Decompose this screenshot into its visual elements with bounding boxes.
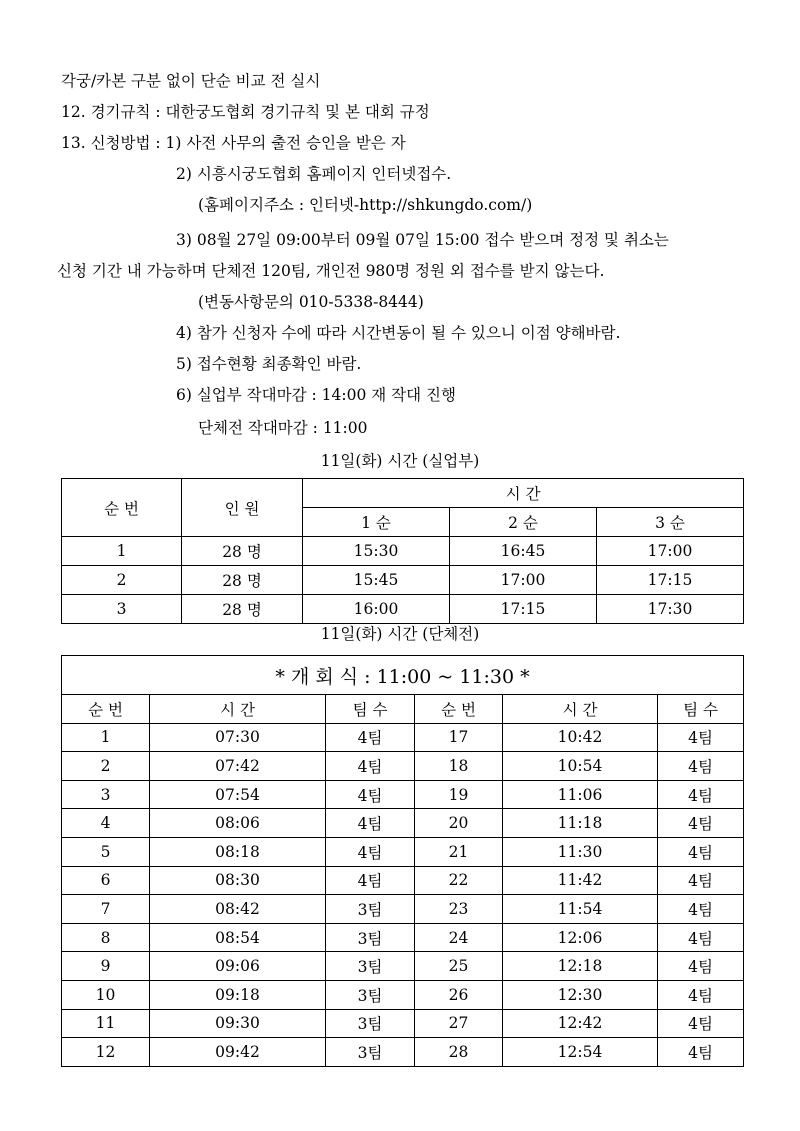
cell-time-right: 12:18 <box>503 952 658 981</box>
cell-order-left: 9 <box>62 952 150 981</box>
table-row <box>62 837 744 866</box>
cell-time-left: 08:06 <box>150 809 326 838</box>
cell-teams-left: 3팀 <box>326 1038 415 1067</box>
table-row <box>62 866 744 895</box>
cell-order-right: 18 <box>415 752 503 781</box>
cell-round-2: 16:45 <box>450 537 597 566</box>
cell-time-left: 08:42 <box>150 895 326 924</box>
header-time-left: 시 간 <box>150 695 326 724</box>
cell-time-right: 12:06 <box>503 923 658 952</box>
header-order-left: 순 번 <box>62 695 150 724</box>
cell-teams-left: 4팀 <box>326 837 415 866</box>
cell-people: 28 명 <box>182 595 303 624</box>
cell-order: 2 <box>62 566 182 595</box>
header-time: 시 간 <box>303 479 744 508</box>
cell-teams-left: 3팀 <box>326 923 415 952</box>
cell-order-left: 12 <box>62 1038 150 1067</box>
cell-teams-left: 3팀 <box>326 952 415 981</box>
cell-round-2: 17:15 <box>450 595 597 624</box>
header-order: 순 번 <box>62 479 182 537</box>
table-row <box>62 952 744 981</box>
cell-teams-right: 4팀 <box>658 780 744 809</box>
cell-teams-right: 4팀 <box>658 809 744 838</box>
cell-teams-right: 4팀 <box>658 980 744 1009</box>
header-people: 인 원 <box>182 479 303 537</box>
cell-order-right: 26 <box>415 980 503 1009</box>
header-round-3: 3 순 <box>597 508 744 537</box>
cell-teams-left: 4팀 <box>326 723 415 752</box>
text-line-online-application: 2) 시흥시궁도협회 홈페이지 인터넷접수. <box>176 165 452 183</box>
cell-teams-right: 4팀 <box>658 952 744 981</box>
cell-teams-left: 4팀 <box>326 866 415 895</box>
cell-teams-left: 4팀 <box>326 752 415 781</box>
cell-order-left: 4 <box>62 809 150 838</box>
cell-people: 28 명 <box>182 537 303 566</box>
table-row <box>62 1009 744 1038</box>
cell-round-1: 15:30 <box>303 537 450 566</box>
cell-round-2: 17:00 <box>450 566 597 595</box>
cell-order-left: 7 <box>62 895 150 924</box>
cell-teams-left: 3팀 <box>326 1009 415 1038</box>
cell-time-left: 09:06 <box>150 952 326 981</box>
cell-teams-right: 4팀 <box>658 723 744 752</box>
text-line-contact: (변동사항문의 010-5338-8444) <box>198 293 424 311</box>
table-row <box>62 780 744 809</box>
table-row <box>62 723 744 752</box>
text-line-team-deadline: 단체전 작대마감 : 11:00 <box>198 419 368 437</box>
cell-order: 1 <box>62 537 182 566</box>
cell-time-left: 09:42 <box>150 1038 326 1067</box>
header-teams-left: 팀 수 <box>326 695 415 724</box>
cell-order-left: 10 <box>62 980 150 1009</box>
cell-time-right: 11:42 <box>503 866 658 895</box>
opening-ceremony-banner: * 개 회 식 : 11:00 ~ 11:30 * <box>62 656 744 695</box>
cell-order-left: 3 <box>62 780 150 809</box>
cell-teams-right: 4팀 <box>658 837 744 866</box>
team-schedule-table <box>61 655 744 1067</box>
table-row <box>62 1038 744 1067</box>
table-row <box>62 537 744 566</box>
cell-teams-left: 4팀 <box>326 809 415 838</box>
table-header-row <box>62 695 744 724</box>
cell-teams-right: 4팀 <box>658 1038 744 1067</box>
table-row <box>62 980 744 1009</box>
cell-time-left: 08:30 <box>150 866 326 895</box>
cell-order-right: 25 <box>415 952 503 981</box>
cell-time-left: 09:30 <box>150 1009 326 1038</box>
table-row <box>62 809 744 838</box>
text-line-application-method: 13. 신청방법 : 1) 사전 사무의 출전 승인을 받은 자 <box>61 134 406 152</box>
cell-time-right: 11:54 <box>503 895 658 924</box>
cell-time-left: 08:18 <box>150 837 326 866</box>
table-row <box>62 566 744 595</box>
cell-time-right: 12:42 <box>503 1009 658 1038</box>
text-line-time-change-notice: 4) 참가 신청자 수에 따라 시간변동이 될 수 있으니 이점 양해바람. <box>176 324 621 342</box>
cell-order-right: 23 <box>415 895 503 924</box>
cell-time-right: 10:54 <box>503 752 658 781</box>
cell-order-right: 19 <box>415 780 503 809</box>
cell-order-right: 21 <box>415 837 503 866</box>
cell-teams-right: 4팀 <box>658 866 744 895</box>
cell-round-1: 15:45 <box>303 566 450 595</box>
cell-teams-right: 4팀 <box>658 923 744 952</box>
text-line-pro-deadline: 6) 실업부 작대마감 : 14:00 재 작대 진행 <box>176 386 456 404</box>
cell-time-left: 07:54 <box>150 780 326 809</box>
table-row <box>62 895 744 924</box>
cell-order-right: 24 <box>415 923 503 952</box>
cell-order-left: 11 <box>62 1009 150 1038</box>
cell-time-left: 07:42 <box>150 752 326 781</box>
cell-teams-left: 3팀 <box>326 980 415 1009</box>
cell-time-right: 11:30 <box>503 837 658 866</box>
cell-order-left: 5 <box>62 837 150 866</box>
table-row <box>62 752 744 781</box>
table2-caption: 11일(화) 시간 (단체전) <box>320 625 480 643</box>
cell-time-left: 08:54 <box>150 923 326 952</box>
cell-order: 3 <box>62 595 182 624</box>
cell-time-right: 12:30 <box>503 980 658 1009</box>
cell-round-1: 16:00 <box>303 595 450 624</box>
cell-time-right: 11:18 <box>503 809 658 838</box>
header-time-right: 시 간 <box>503 695 658 724</box>
cell-people: 28 명 <box>182 566 303 595</box>
header-teams-right: 팀 수 <box>658 695 744 724</box>
pro-schedule-table <box>61 478 744 624</box>
cell-order-left: 6 <box>62 866 150 895</box>
cell-time-right: 11:06 <box>503 780 658 809</box>
text-line-archery-type: 각궁/카본 구분 없이 단순 비교 전 실시 <box>61 72 321 90</box>
text-line-quota: 신청 기간 내 가능하며 단체전 120팀, 개인전 980명 정원 외 접수를 받지 않는다. <box>57 262 605 280</box>
text-line-rules: 12. 경기규칙 : 대한궁도협회 경기규칙 및 본 대회 규정 <box>61 103 430 121</box>
header-round-1: 1 순 <box>303 508 450 537</box>
header-order-right: 순 번 <box>415 695 503 724</box>
cell-time-right: 10:42 <box>503 723 658 752</box>
table1-caption: 11일(화) 시간 (실업부) <box>320 452 480 470</box>
cell-teams-right: 4팀 <box>658 895 744 924</box>
cell-teams-left: 3팀 <box>326 895 415 924</box>
cell-time-left: 07:30 <box>150 723 326 752</box>
text-line-status-check: 5) 접수현황 최종확인 바람. <box>176 355 362 373</box>
cell-order-left: 1 <box>62 723 150 752</box>
cell-round-3: 17:30 <box>597 595 744 624</box>
table-row <box>62 595 744 624</box>
cell-order-right: 27 <box>415 1009 503 1038</box>
text-line-application-period: 3) 08월 27일 09:00부터 09월 07일 15:00 접수 받으며 정정 및 취소는 <box>176 231 669 249</box>
cell-teams-right: 4팀 <box>658 1009 744 1038</box>
cell-time-left: 09:18 <box>150 980 326 1009</box>
table-row <box>62 923 744 952</box>
cell-round-3: 17:15 <box>597 566 744 595</box>
cell-round-3: 17:00 <box>597 537 744 566</box>
cell-teams-right: 4팀 <box>658 752 744 781</box>
cell-order-right: 22 <box>415 866 503 895</box>
cell-order-right: 28 <box>415 1038 503 1067</box>
header-round-2: 2 순 <box>450 508 597 537</box>
cell-order-right: 20 <box>415 809 503 838</box>
text-line-homepage-address: (홈페이지주소 : 인터넷-http://shkungdo.com/) <box>198 196 533 214</box>
cell-order-left: 2 <box>62 752 150 781</box>
cell-teams-left: 4팀 <box>326 780 415 809</box>
cell-time-right: 12:54 <box>503 1038 658 1067</box>
cell-order-left: 8 <box>62 923 150 952</box>
cell-order-right: 17 <box>415 723 503 752</box>
